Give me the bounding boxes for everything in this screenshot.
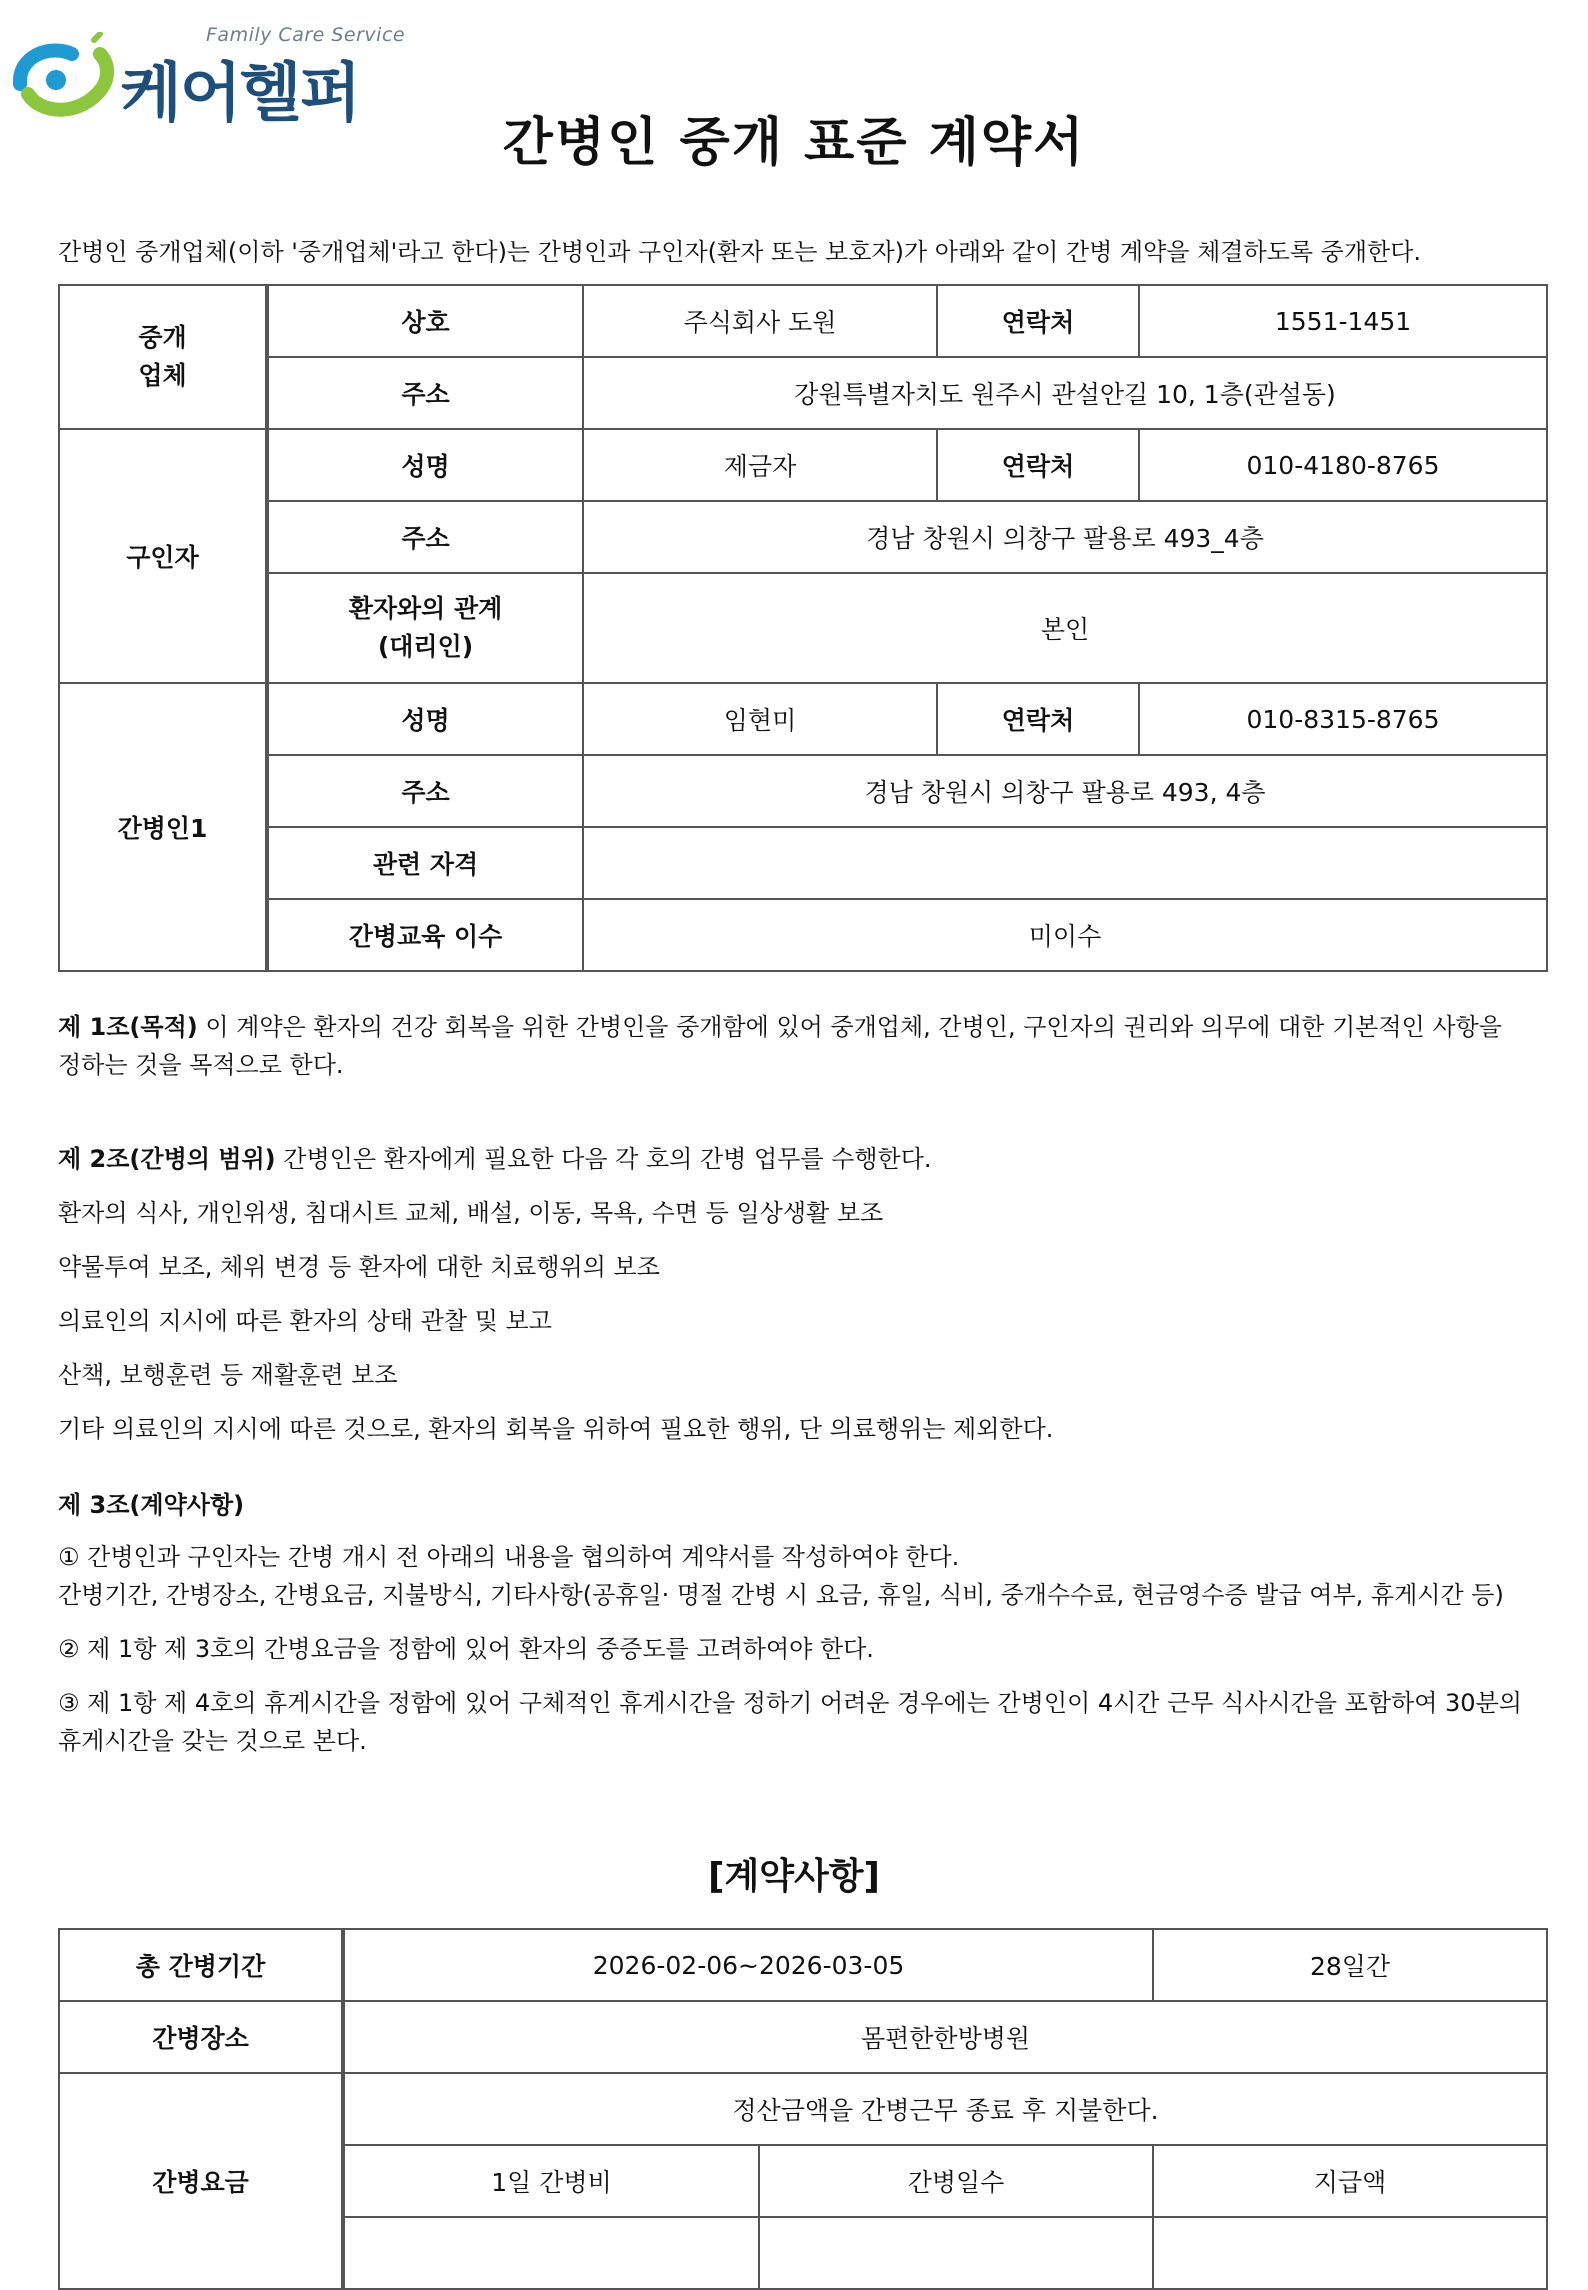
period-label: 총 간병기간 [59,1929,343,2001]
agency-address-label: 주소 [267,357,583,429]
article-2-item: 약물투여 보조, 체위 변경 등 환자에 대한 치료행위의 보조 [58,1253,660,1281]
period-days: 28일간 [1153,1929,1547,2001]
place-value: 몸편한한방병원 [343,2001,1547,2073]
document-title: 간병인 중개 표준 계약서 [502,113,1086,173]
caregiver-name-value: 임현미 [583,683,937,755]
fee-label: 간병요금 [59,2073,343,2289]
fee-column-daily: 1일 간병비 [343,2145,759,2217]
caregiver-education-label: 간병교육 이수 [267,899,583,971]
period-value: 2026-02-06~2026-03-05 [343,1929,1153,2001]
article-3-clause-1: ① 간병인과 구인자는 간병 개시 전 아래의 내용을 협의하여 계약서를 작성하여야 한다. [58,1543,960,1571]
client-contact-label: 연락처 [937,429,1139,501]
article-1-heading: 제 1조(목적) [58,1013,198,1041]
contract-section-title: [계약사항] [707,1856,880,1897]
agency-name-label: 상호 [267,285,583,357]
fee-column-days: 간병일수 [759,2145,1153,2217]
caregiver-section-label: 간병인1 [59,683,267,971]
article-2-heading: 제 2조(간병의 범위) [58,1145,276,1173]
client-relation-label: 환자와의 관계 (대리인) [267,573,583,683]
caregiver-contact-value: 010-8315-8765 [1139,683,1547,755]
article-3-clause-1-detail: 간병기간, 간병장소, 간병요금, 지불방식, 기타사항(공휴일· 명절 간병 시 요금, 휴일, 식비, 중개수수료, 현금영수증 발급 여부, 휴게시간 등) [58,1581,1504,1609]
article-2-item: 의료인의 지시에 따른 환자의 상태 관찰 및 보고 [58,1307,552,1335]
logo-tagline: Family Care Service [206,24,406,46]
article-2-item: 산책, 보행훈련 등 재활훈련 보조 [58,1361,398,1389]
caregiver-qualification-value [583,827,1547,899]
agency-name-value: 주식회사 도원 [583,285,937,357]
caregiver-address-label: 주소 [267,755,583,827]
client-contact-value: 010-4180-8765 [1139,429,1547,501]
caregiver-address-value: 경남 창원시 의창구 팔용로 493, 4층 [583,755,1547,827]
agency-contact-value: 1551-1451 [1139,285,1547,357]
article-3-clause-2: ② 제 1항 제 3호의 간병요금을 정함에 있어 환자의 중증도를 고려하여야 한다. [58,1635,874,1663]
agency-address-value: 강원특별자치도 원주시 관설안길 10, 1층(관설동) [583,357,1547,429]
article-3-clause-3: ③ 제 1항 제 4호의 휴게시간을 정함에 있어 구체적인 휴게시간을 정하기 어려운 경우에는 간병인이 4시간 근무 식사시간을 포함하여 30분의 휴게시간을 갖는 것으로 본다. [58,1689,1522,1755]
fee-days-value [759,2217,1153,2289]
article-1 [58,1008,1530,1084]
caregiver-contact-label: 연락처 [937,683,1139,755]
intro-text: 간병인 중개업체(이하 '중개업체'라고 한다)는 간병인과 구인자(환자 또는 보호자)가 아래와 같이 간병 계약을 체결하도록 중개한다. [58,238,1422,266]
article-2-item: 환자의 식사, 개인위생, 침대시트 교체, 배설, 이동, 목욕, 수면 등 일상생활 보조 [58,1199,884,1227]
agency-section-label: 중개 업체 [59,285,267,429]
caregiver-education-value: 미이수 [583,899,1547,971]
fee-daily-value [343,2217,759,2289]
place-label: 간병장소 [59,2001,343,2073]
fee-column-amount: 지급액 [1153,2145,1547,2217]
client-name-label: 성명 [267,429,583,501]
client-address-label: 주소 [267,501,583,573]
articles [58,1008,1530,1760]
article-3-heading: 제 3조(계약사항) [58,1491,245,1519]
agency-contact-label: 연락처 [937,285,1139,357]
contract-table [58,1928,1548,2290]
article-2-item: 기타 의료인의 지시에 따른 것으로, 환자의 회복을 위하여 필요한 행위, 단 의료행위는 제외한다. [58,1415,1054,1443]
parties-table [58,284,1548,972]
caregiver-qualification-label: 관련 자격 [267,827,583,899]
article-2 [58,1140,1530,1178]
article-1-body: 이 계약은 환자의 건강 회복을 위한 간병인을 중개함에 있어 중개업체, 간병인, 구인자의 권리와 의무에 대한 기본적인 사항을 정하는 것을 목적으로 한다. [58,1013,1502,1079]
client-address-value: 경남 창원시 의창구 팔용로 493_4층 [583,501,1547,573]
caregiver-name-label: 성명 [267,683,583,755]
article-2-body: 간병인은 환자에게 필요한 다음 각 호의 간병 업무를 수행한다. [275,1145,932,1173]
client-relation-value: 본인 [583,573,1547,683]
fee-amount-value [1153,2217,1547,2289]
client-section-label: 구인자 [59,429,267,683]
fee-note: 정산금액을 간병근무 종료 후 지불한다. [343,2073,1547,2145]
client-name-value: 제금자 [583,429,937,501]
logo-name: 케어헬퍼 [120,57,360,131]
